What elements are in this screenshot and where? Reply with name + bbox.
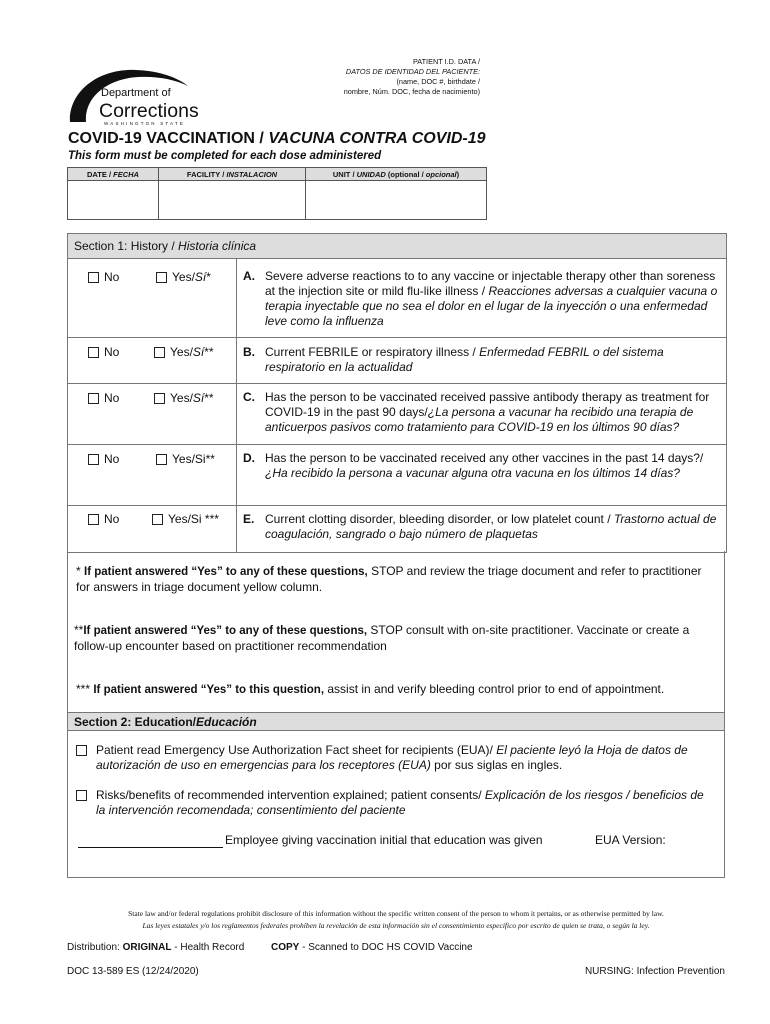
section-education-heading: Section 2: Education/Educación	[68, 713, 724, 731]
date-field[interactable]	[68, 181, 159, 220]
title-english: COVID-19 VACCINATION /	[68, 130, 269, 147]
form-id: DOC 13-589 ES (12/24/2020)	[67, 966, 199, 977]
no-checkbox-e[interactable]: No	[88, 512, 119, 526]
note-double-asterisk: **If patient answered “Yes” to any of these questions, STOP consult with on-site practitioner. Vaccinate or create a follow-up encounter based on practitioner recommendation	[74, 623, 690, 653]
question-a-text: A. Severe adverse reactions to to any vaccine or injectable therapy other than soreness at the injection site or mild flu-like illness / Reacciones adversas a cualquier vacuna o terapia inyectable que no sea el dolor en el lugar de la inyección o una enfermedad leve como la influenza	[243, 269, 718, 328]
question-d-text: D. Has the person to be vaccinated received any other vaccines in the past 14 days?/ ¿Ha recibido la persona a vacunar alguna otra vacuna en los últimos 14 días?	[243, 451, 704, 480]
section-history	[67, 233, 727, 553]
patient-id-line: (name, DOC #, birthdate /	[396, 77, 480, 86]
eua-version-label: EUA Version:	[595, 833, 666, 847]
eua-checkbox[interactable]	[76, 745, 87, 756]
education-item-consent: Risks/benefits of recommended intervention explained; patient consents/ Explicación de los riesgos / beneficios de la intervención recomendada; consentimiento del paciente	[76, 788, 716, 818]
copy-distribution: COPY - Scanned to DOC HS COVID Vaccine	[271, 942, 473, 953]
question-e-text: E. Current clotting disorder, bleeding disorder, or low platelet count / Trastorno actual de coagulación, sangrado o bajo número de plaquetas	[243, 512, 717, 541]
patient-id-line: nombre, Núm. DOC, fecha de nacimiento)	[343, 87, 480, 96]
section-education	[67, 712, 725, 878]
yes-checkbox-d[interactable]: Yes/Si**	[156, 452, 215, 466]
facility-header: FACILITY / INSTALACION	[159, 168, 306, 181]
legal-english: State law and/or federal regulations prohibit disclosure of this information without the specific written consent of the person to whom it pertains, or as otherwise permitted by law.	[128, 909, 664, 918]
legal-spanish: Las leyes estatales y/o los reglamentos federales prohíben la revelación de esta información sin el consentimiento específico por escrito de quien se trata, o según la ley.	[142, 921, 650, 930]
logo-swoosh-icon	[66, 64, 216, 126]
form-subtitle: This form must be completed for each dose administered	[68, 150, 382, 162]
patient-id-line: PATIENT I.D. DATA /	[412, 57, 480, 66]
svg-text:Corrections: Corrections	[99, 100, 199, 122]
question-c-text: C. Has the person to be vaccinated received passive antibody therapy as treatment for COVID-19 in the past 90 days/¿La persona a vacunar ha recibido una terapia de anticuerpos pasivos como tratamiento para COVID-19 en los últimos 90 días?	[243, 390, 710, 434]
question-row-d	[68, 444, 726, 506]
triage-notes	[67, 551, 725, 713]
question-b-text: B. Current FEBRILE or respiratory illness / Enfermedad FEBRIL o del sistema respiratorio en la actualidad	[243, 345, 664, 374]
employee-initial-label: Employee giving vaccination initial that education was given	[225, 833, 543, 847]
no-checkbox-b[interactable]: No	[88, 345, 119, 359]
yes-checkbox-b[interactable]: Yes/ Sí **	[154, 345, 214, 359]
unit-header: UNIT / UNIDAD (optional / opcional)	[306, 168, 487, 181]
svg-text:WASHINGTON STATE: WASHINGTON STATE	[104, 121, 186, 126]
patient-id-block	[300, 57, 480, 97]
section-history-heading: Section 1: History / Historia clínica	[68, 234, 726, 259]
distribution-line: Distribution: ORIGINAL - Health Record	[67, 942, 245, 953]
note-single-asterisk: * If patient answered “Yes” to any of these questions, STOP and review the triage document and refer to practitioner for answers in triage document yellow column.	[76, 564, 702, 594]
question-row-a	[68, 259, 726, 338]
question-row-c	[68, 383, 726, 445]
no-checkbox-d[interactable]: No	[88, 452, 119, 466]
education-item-eua: Patient read Emergency Use Authorization Fact sheet for recipients (EUA)/ El paciente leyó la Hoja de datos de autorización de uso en emergencias para los receptores (EUA) por sus siglas en ingles.	[76, 743, 716, 773]
facility-field[interactable]	[159, 181, 306, 220]
patient-id-line: DATOS DE IDENTIDAD DEL PACIENTE:	[345, 67, 480, 76]
employee-initial-line[interactable]	[78, 833, 223, 848]
form-title	[68, 130, 486, 148]
svg-text:Department of: Department of	[101, 87, 171, 99]
note-triple-asterisk: *** If patient answered “Yes” to this question, assist in and verify bleeding control prior to end of appointment.	[76, 682, 665, 696]
legal-disclaimer	[67, 908, 725, 932]
yes-checkbox-c[interactable]: Yes/ Sí **	[154, 391, 214, 405]
question-row-e	[68, 505, 726, 551]
doc-logo	[66, 64, 216, 126]
yes-checkbox-a[interactable]: Yes/ Sí *	[156, 270, 211, 284]
unit-field[interactable]	[306, 181, 487, 220]
form-category: NURSING: Infection Prevention	[584, 966, 725, 977]
no-checkbox-a[interactable]: No	[88, 270, 119, 284]
yes-checkbox-e[interactable]: Yes/Si ***	[152, 512, 219, 526]
date-header: DATE / FECHA	[68, 168, 159, 181]
dose-info-table	[67, 167, 487, 220]
consent-checkbox[interactable]	[76, 790, 87, 801]
no-checkbox-c[interactable]: No	[88, 391, 119, 405]
title-spanish: VACUNA CONTRA COVID-19	[268, 130, 486, 147]
question-row-b	[68, 337, 726, 384]
